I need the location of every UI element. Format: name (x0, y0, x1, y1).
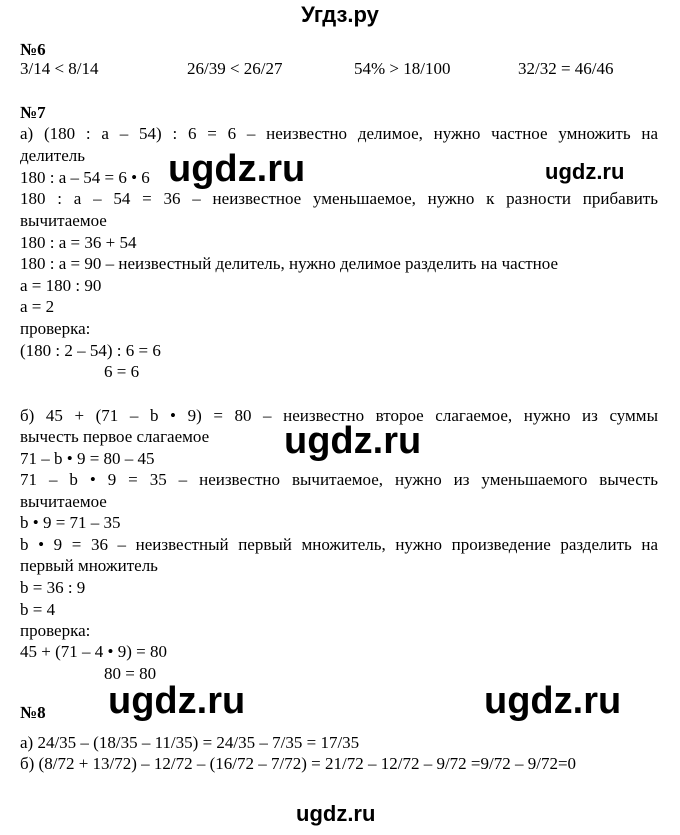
task-7a-check-line-2: 6 = 6 (104, 362, 140, 381)
task-7a-line-7: 180 : а = 90 – неизвестный делитель, нужно делимое разделить на частное (20, 254, 559, 273)
task-7b-line-4: 71 – b • 9 = 35 – неизвестно вычитаемое, нужно из уменьшаемого вычесть (20, 470, 658, 489)
task-7a-check-label: проверка: (20, 319, 91, 338)
task-7a-check-line-1: (180 : 2 – 54) : 6 = 6 (20, 341, 161, 360)
watermark-text: ugdz.ru (296, 801, 376, 826)
watermark-text: ugdz.ru (108, 680, 246, 722)
task-7b-check-line-1: 45 + (71 – 4 • 9) = 80 (20, 642, 167, 661)
task-7a-line-3: 180 : а – 54 = 6 • 6 (20, 168, 150, 187)
task-6-item-2: 26/39 < 26/27 (187, 59, 283, 78)
task-6-item-1: 3/14 < 8/14 (20, 59, 99, 78)
task-7a-line-9: а = 2 (20, 297, 55, 316)
task-7a-line-2: делитель (20, 146, 85, 165)
task-7b-line-6: b • 9 = 71 – 35 (20, 513, 121, 532)
task-8-heading: №8 (20, 703, 46, 722)
task-7b-line-1: б) 45 + (71 – b • 9) = 80 – неизвестно второе слагаемое, нужно из суммы (20, 406, 658, 425)
task-8a-line: а) 24/35 – (18/35 – 11/35) = 24/35 – 7/35 = 17/35 (20, 733, 360, 752)
task-7a-line-8: а = 180 : 90 (20, 276, 102, 295)
task-7-heading: №7 (20, 103, 46, 122)
task-7b-line-5: вычитаемое (20, 492, 107, 511)
task-7b-check-label: проверка: (20, 621, 91, 640)
task-7b-line-3: 71 – b • 9 = 80 – 45 (20, 449, 155, 468)
watermark-text: ugdz.ru (284, 420, 422, 462)
task-7b-line-9: b = 36 : 9 (20, 578, 86, 597)
watermark-text: ugdz.ru (484, 680, 622, 722)
task-7b-line-7: b • 9 = 36 – неизвестный первый множитель, нужно произведение разделить на (20, 535, 658, 554)
task-7b-line-2: вычесть первое слагаемое (20, 427, 210, 446)
watermark-text: ugdz.ru (168, 148, 306, 190)
task-7b-line-8: первый множитель (20, 556, 158, 575)
task-7a-line-4: 180 : а – 54 = 36 – неизвестное уменьшаемое, нужно к разности прибавить (20, 189, 658, 208)
task-7a-line-6: 180 : а = 36 + 54 (20, 233, 137, 252)
task-7a-line-5: вычитаемое (20, 211, 107, 230)
task-6-heading: №6 (20, 40, 46, 59)
task-7b-line-10: b = 4 (20, 600, 56, 619)
watermark-text: ugdz.ru (545, 159, 625, 184)
site-title: Угдз.ру (301, 2, 379, 27)
task-7a-line-1: а) (180 : а – 54) : 6 = 6 – неизвестно делимое, нужно частное умножить на (20, 124, 658, 143)
task-6-item-4: 32/32 = 46/46 (518, 59, 614, 78)
task-6-item-3: 54% > 18/100 (354, 59, 451, 78)
task-8b-line: б) (8/72 + 13/72) – 12/72 – (16/72 – 7/72) = 21/72 – 12/72 – 9/72 =9/72 – 9/72=0 (20, 754, 577, 773)
task-7b-check-line-2: 80 = 80 (104, 664, 157, 683)
